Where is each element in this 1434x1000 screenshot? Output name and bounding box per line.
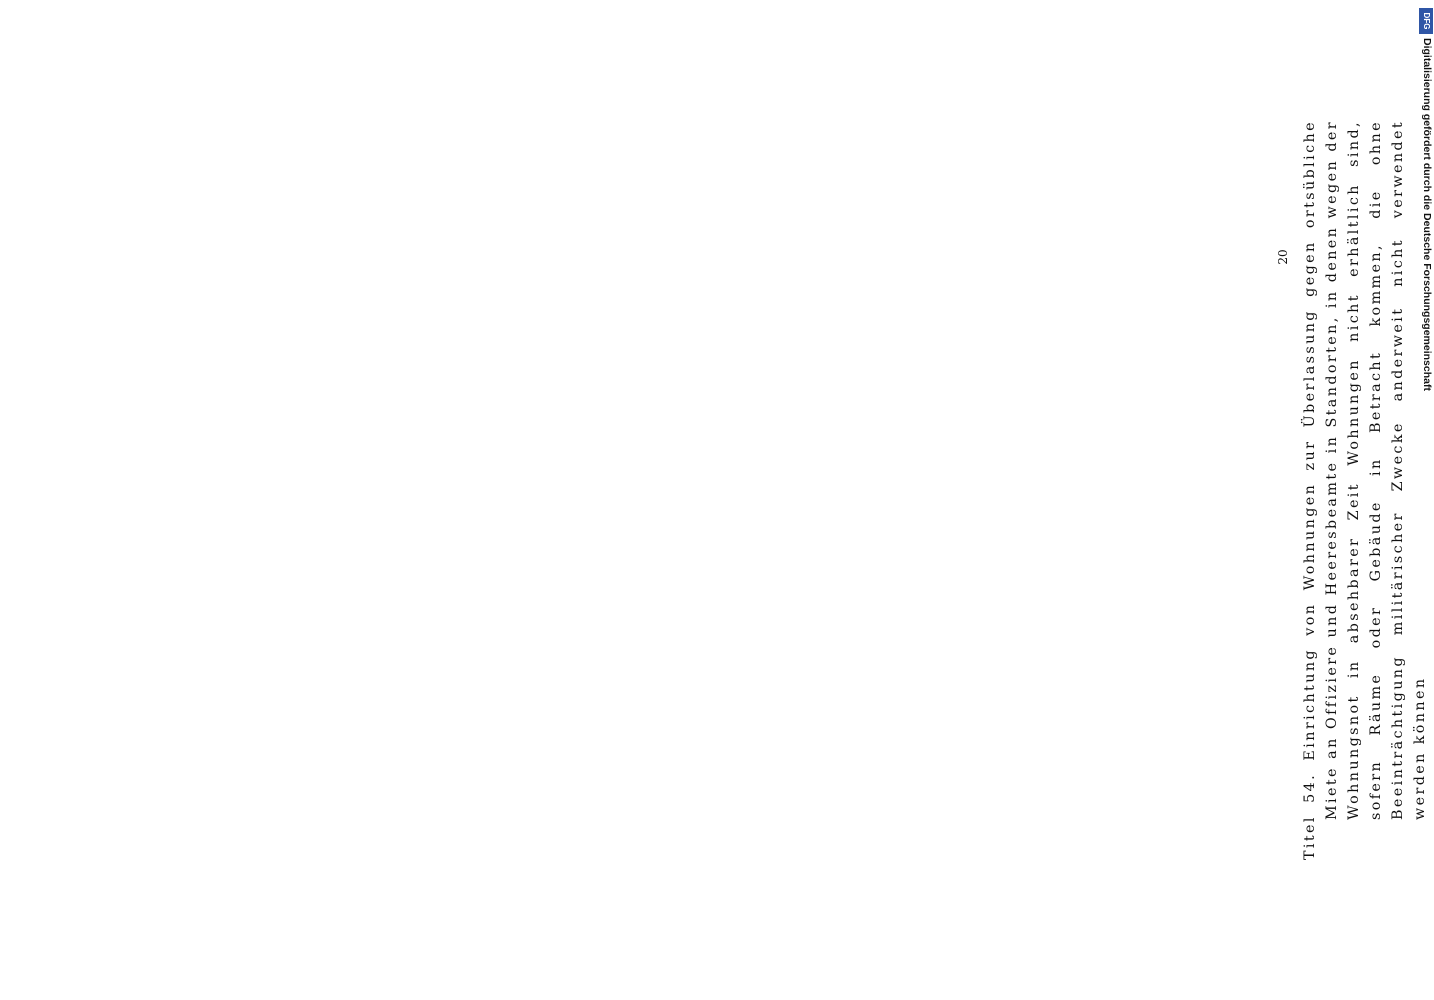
- folio-number: 20: [1276, 249, 1290, 265]
- dfg-funding-text: Digitalisierung gefördert durch die Deutsche Forschungsgemeinschaft: [1421, 38, 1433, 391]
- scanned-page: [1290, 120, 1434, 860]
- dfg-logo-text: DFG: [1422, 12, 1431, 30]
- dfg-logo: [1419, 8, 1433, 34]
- title-54-paragraph: Titel 54. Einrichtung von Wohnungen zur Überlassung gegen ortsübliche Miete an Offiziere und Heeresbeamte in Standorten, in denen wegen der Wohnungsnot in absehbarer Zeit Wohnungen nicht erhältlich sind, sofern Räume oder Gebäude in Betracht kommen, die ohne Beeinträchtigung militärischer Zwecke anderweit nicht verwendet werden können: [1302, 120, 1428, 860]
- dfg-watermark: [1419, 8, 1433, 393]
